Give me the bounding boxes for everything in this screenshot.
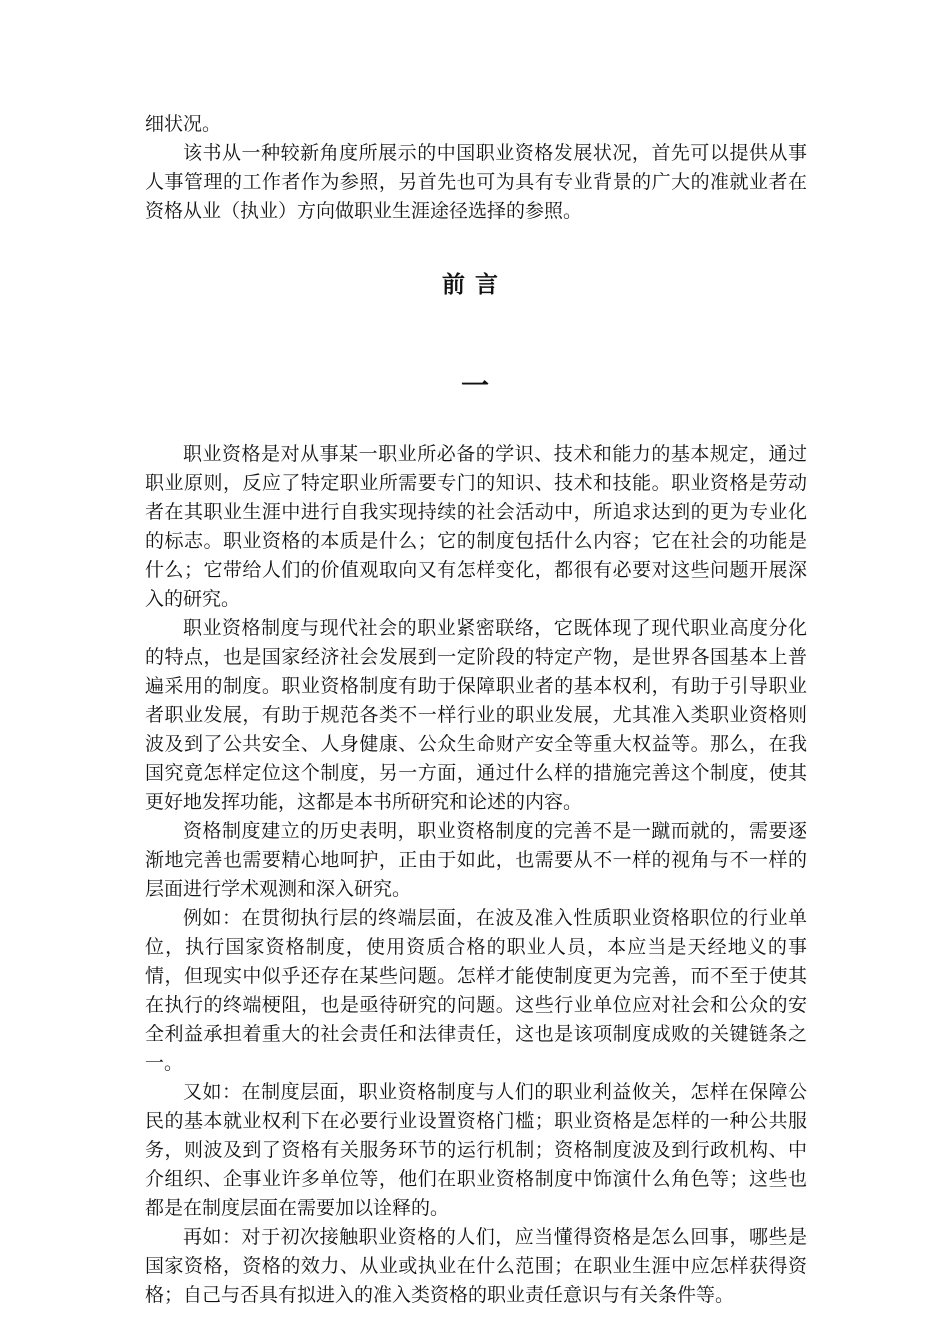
body-paragraph-5: 又如：在制度层面，职业资格制度与人们的职业利益攸关，怎样在保障公民的基本就业权利下在必要行业设置资格门槛；职业资格是怎样的一种公共服务，则波及到了资格有关服务环节的运行机制；资格制度波及到行政机构、中介组织、企事业许多单位等，他们在职业资格制度中饰演什么角色等；这些也都是在制度层面在需要加以诠释的。 xyxy=(145,1081,807,1219)
body-paragraph-2: 职业资格制度与现代社会的职业紧密联络，它既体现了现代职业高度分化的特点，也是国家经济社会发展到一定阶段的特定产物，是世界各国基本上普遍采用的制度。职业资格制度有助于保障职业者的基本权利，有助于引导职业者职业发展，有助于规范各类不一样行业的职业发展，尤其准入类职业资格则波及到了公共安全、人身健康、公众生命财产安全等重大权益等。那么，在我国究竟怎样定位这个制度，另一方面，通过什么样的措施完善这个制度，使其更好地发挥功能，这都是本书所研究和论述的内容。 xyxy=(145,617,807,813)
intro-section xyxy=(145,110,807,226)
intro-paragraph-2: 该书从一种较新角度所展示的中国职业资格发展状况，首先可以提供从事人事管理的工作者作为参照，另首先也可为具有专业背景的广大的准就业者在资格从业（执业）方向做职业生涯途径选择的参照。 xyxy=(145,142,807,222)
body-paragraph-1: 职业资格是对从事某一职业所必备的学识、技术和能力的基本规定，通过职业原则，反应了特定职业所需要专门的知识、技术和技能。职业资格是劳动者在其职业生涯中进行自我实现持续的社会活动中，所追求达到的更为专业化的标志。职业资格的本质是什么；它的制度包括什么内容；它在社会的功能是什么；它带给人们的价值观取向又有怎样变化，都很有必要对这些问题开展深入的研究。 xyxy=(145,443,807,610)
preface-heading: 前言 xyxy=(442,272,508,298)
intro-paragraph-1: 细状况。 xyxy=(145,113,222,135)
body-paragraph-3: 资格制度建立的历史表明，职业资格制度的完善不是一蹴而就的，需要逐渐地完善也需要精心地呵护，正由于如此，也需要从不一样的视角与不一样的层面进行学术观测和深入研究。 xyxy=(145,820,807,900)
body-section xyxy=(145,440,807,1310)
body-paragraph-4: 例如：在贯彻执行层的终端层面，在波及准入性质职业资格职位的行业单位，执行国家资格制度，使用资质合格的职业人员，本应当是天经地义的事情，但现实中似乎还存在某些问题。怎样才能使制度更为完善，而不至于使其在执行的终端梗阻，也是亟待研究的问题。这些行业单位应对社会和公众的安全利益承担着重大的社会责任和法律责任，这也是该项制度成败的关键链条之一。 xyxy=(145,907,807,1074)
body-paragraph-6: 再如：对于初次接触职业资格的人们，应当懂得资格是怎么回事，哪些是国家资格，资格的效力、从业或执业在什么范围；在职业生涯中应怎样获得资格；自己与否具有拟进入的准入类资格的职业责任意识与有关条件等。 xyxy=(145,1226,807,1306)
section-number: 一 xyxy=(460,369,489,402)
